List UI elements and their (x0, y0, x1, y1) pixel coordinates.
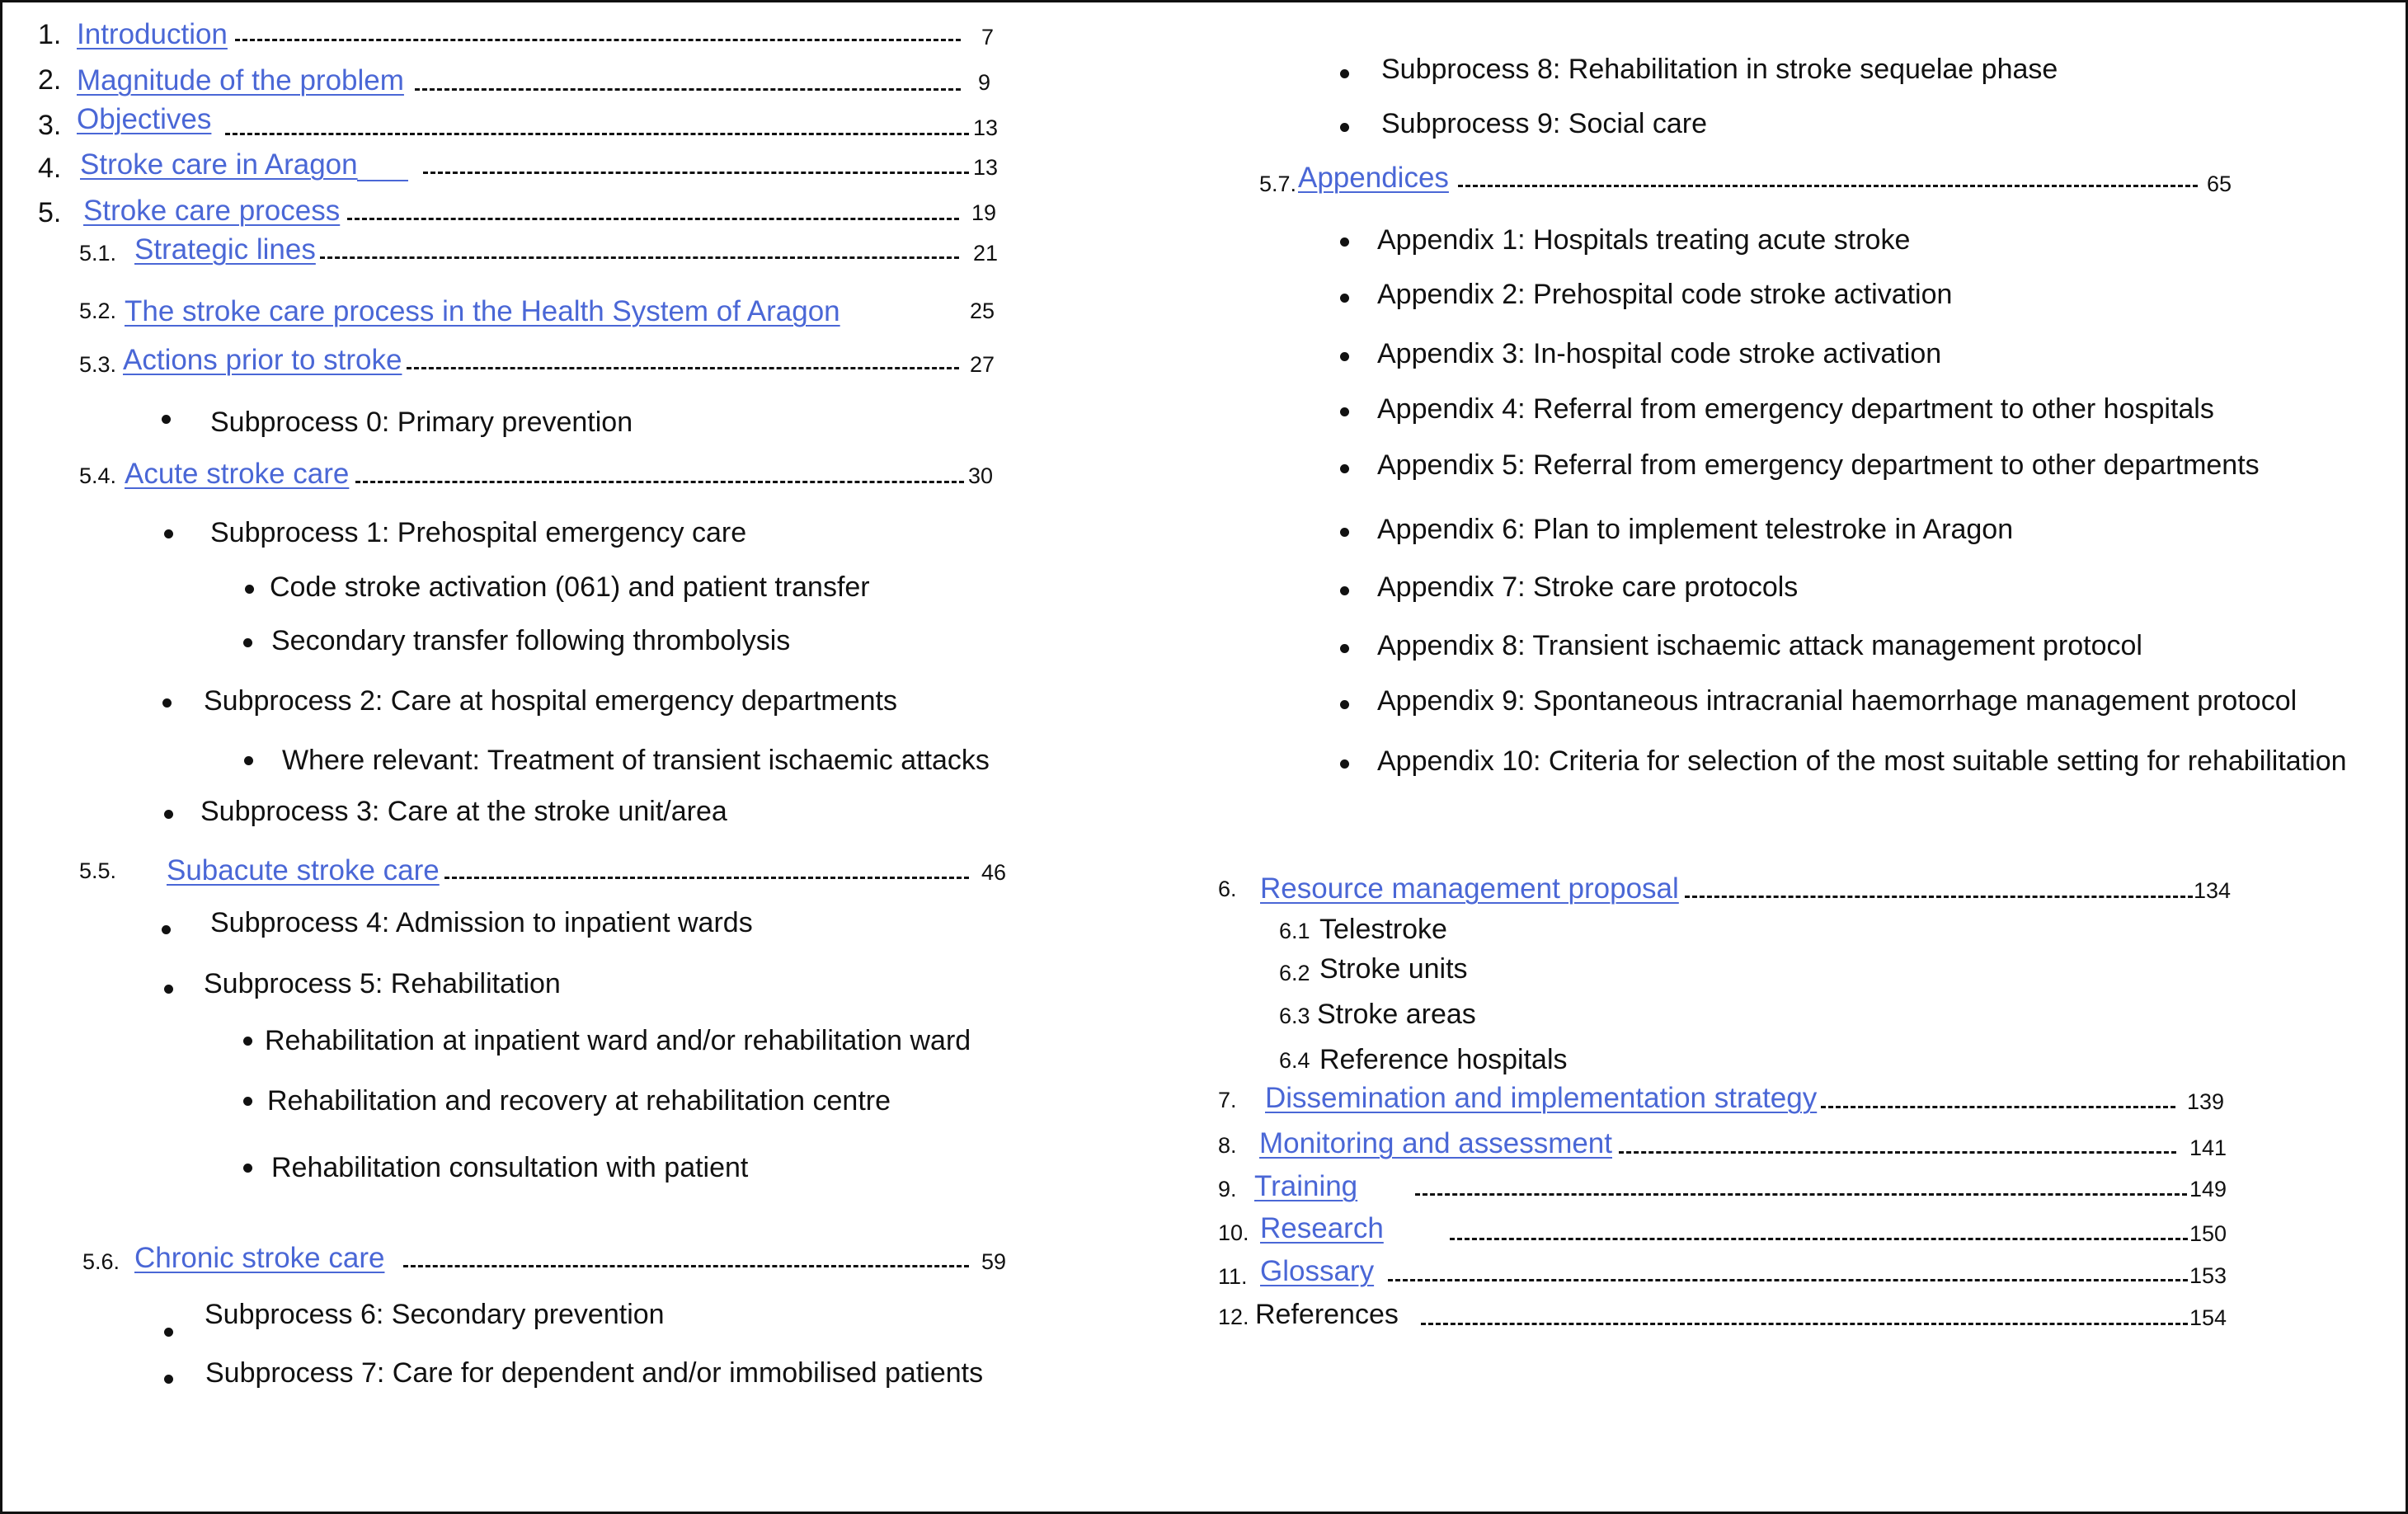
subprocess-subitem: Rehabilitation at inpatient ward and/or rehabilitation ward (265, 1025, 971, 1056)
dot-leader (444, 877, 969, 879)
bullet-icon (1340, 700, 1349, 709)
toc-number: 5.2. (79, 299, 117, 323)
bullet-icon (164, 985, 173, 994)
bullet-icon (243, 1164, 252, 1173)
page-number: 134 (2194, 878, 2232, 903)
toc-number: 5.4. (79, 463, 117, 488)
subprocess-subitem: Rehabilitation consultation with patient (271, 1152, 749, 1183)
toc-number: 3. (38, 110, 62, 141)
toc-link-introduction[interactable]: Introduction (77, 18, 228, 50)
page-number: 21 (973, 241, 999, 266)
appendix-item: Appendix 2: Prehospital code stroke activation (1377, 279, 1953, 310)
resource-item: Telestroke (1319, 914, 1447, 945)
subprocess-subitem: Rehabilitation and recovery at rehabilitation centre (267, 1085, 891, 1117)
toc-number: 6. (1218, 877, 1237, 901)
bullet-icon (1340, 586, 1349, 595)
underline-extension (357, 180, 408, 181)
subprocess-item: Subprocess 3: Care at the stroke unit/area (200, 796, 727, 827)
toc-link-research[interactable]: Research (1260, 1212, 1384, 1244)
subprocess-subitem: Where relevant: Treatment of transient ischaemic attacks (282, 745, 990, 776)
subprocess-item: Subprocess 0: Primary prevention (210, 407, 633, 438)
page-number: 19 (971, 200, 997, 225)
toc-number: 6.4 (1279, 1048, 1310, 1073)
bullet-icon (162, 415, 171, 424)
toc-number: 5.7. (1259, 172, 1297, 196)
dot-leader (1458, 185, 2198, 187)
bullet-icon (1340, 237, 1349, 247)
toc-number: 5.3. (79, 352, 117, 377)
bullet-icon (1340, 407, 1349, 416)
appendix-item: Appendix 10: Criteria for selection of the most suitable setting for rehabilitation (1377, 745, 2347, 777)
subprocess-item: Subprocess 6: Secondary prevention (205, 1299, 665, 1330)
dot-leader (1388, 1279, 2188, 1281)
toc-link-stroke-care-process[interactable]: Stroke care process (83, 195, 341, 227)
resource-item: Reference hospitals (1319, 1044, 1568, 1075)
toc-link-training[interactable]: Training (1254, 1170, 1358, 1202)
dot-leader (423, 172, 969, 174)
bullet-icon (1340, 294, 1349, 303)
appendix-item: Appendix 7: Stroke care protocols (1377, 571, 1799, 603)
resource-item: Stroke areas (1317, 999, 1476, 1030)
dot-leader (235, 39, 961, 41)
toc-link-objectives[interactable]: Objectives (77, 103, 212, 135)
page-number: 150 (2189, 1221, 2227, 1246)
toc-link-acute-stroke-care[interactable]: Acute stroke care (125, 458, 350, 490)
dot-leader (415, 88, 961, 91)
toc-number: 6.1 (1279, 919, 1310, 943)
bullet-icon (243, 1037, 252, 1046)
bullet-icon (1340, 644, 1349, 653)
toc-link-magnitude[interactable]: Magnitude of the problem (77, 64, 404, 96)
appendix-item: Appendix 9: Spontaneous intracranial haemorrhage management protocol (1377, 685, 2297, 717)
subprocess-item: Subprocess 4: Admission to inpatient wards (210, 907, 753, 938)
toc-link-resource-management[interactable]: Resource management proposal (1260, 872, 1679, 905)
dot-leader (1685, 896, 2193, 898)
page-number: 13 (973, 155, 999, 180)
appendix-item: Appendix 3: In-hospital code stroke activation (1377, 338, 1942, 369)
toc-number: 11. (1218, 1264, 1248, 1289)
subprocess-subitem: Code stroke activation (061) and patient transfer (270, 571, 870, 603)
toc-number: 5. (38, 197, 62, 228)
dot-leader (225, 133, 969, 135)
toc-link-subacute-stroke-care[interactable]: Subacute stroke care (167, 854, 440, 886)
toc-number: 2. (38, 64, 62, 96)
page-number: 30 (968, 463, 994, 488)
appendix-item: Appendix 1: Hospitals treating acute stroke (1377, 224, 1911, 256)
dot-leader (320, 256, 959, 259)
dot-leader (355, 481, 964, 483)
page-number: 25 (970, 299, 995, 323)
bullet-icon (164, 1375, 173, 1384)
toc-link-actions-prior[interactable]: Actions prior to stroke (123, 344, 402, 376)
toc-number: 5.6. (82, 1249, 120, 1274)
toc-link-strategic-lines[interactable]: Strategic lines (134, 233, 316, 266)
subprocess-subitem: Secondary transfer following thrombolysis (271, 625, 791, 656)
subprocess-item: Subprocess 7: Care for dependent and/or immobilised patients (205, 1357, 984, 1389)
toc-item-references: References (1255, 1299, 1399, 1330)
subprocess-item: Subprocess 5: Rehabilitation (204, 968, 561, 999)
page-number: 153 (2189, 1263, 2227, 1288)
page-number: 149 (2189, 1177, 2227, 1201)
page-number: 13 (973, 115, 999, 140)
bullet-icon (1340, 123, 1349, 132)
toc-number: 6.3 (1279, 1004, 1310, 1028)
bullet-icon (243, 1097, 252, 1106)
dot-leader (1415, 1193, 2187, 1196)
page-number: 7 (981, 25, 995, 49)
dot-leader (1619, 1151, 2176, 1154)
bullet-icon (1340, 528, 1349, 537)
toc-number: 1. (38, 19, 62, 50)
page-number: 59 (981, 1249, 1007, 1274)
page-number: 27 (970, 352, 995, 377)
bullet-icon (164, 529, 173, 538)
page-number: 141 (2189, 1136, 2227, 1160)
bullet-icon (164, 1328, 173, 1337)
toc-link-monitoring[interactable]: Monitoring and assessment (1259, 1127, 1612, 1159)
page-number: 154 (2189, 1305, 2227, 1330)
toc-link-glossary[interactable]: Glossary (1260, 1255, 1375, 1287)
toc-number: 9. (1218, 1177, 1237, 1201)
bullet-icon (1340, 464, 1349, 473)
toc-link-appendices[interactable]: Appendices (1298, 162, 1449, 194)
bullet-icon (1340, 759, 1349, 769)
appendix-item: Appendix 4: Referral from emergency department to other hospitals (1377, 393, 2214, 425)
dot-leader (1821, 1106, 2175, 1108)
toc-number: 8. (1218, 1133, 1237, 1158)
appendix-item: Appendix 5: Referral from emergency department to other departments (1377, 449, 2260, 481)
toc-link-dissemination[interactable]: Dissemination and implementation strategy (1265, 1082, 1818, 1114)
dot-leader (407, 367, 959, 369)
bullet-icon (164, 810, 173, 819)
dot-leader (347, 218, 959, 220)
subprocess-item: Subprocess 9: Social care (1381, 108, 1707, 139)
toc-link-chronic-stroke-care[interactable]: Chronic stroke care (134, 1242, 385, 1274)
resource-item: Stroke units (1319, 953, 1468, 985)
toc-number: 5.5. (79, 858, 117, 883)
subprocess-item: Subprocess 1: Prehospital emergency care (210, 517, 747, 548)
toc-number: 4. (38, 153, 62, 184)
bullet-icon (1340, 69, 1349, 78)
toc-number: 6.2 (1279, 961, 1310, 985)
bullet-icon (162, 925, 171, 934)
appendix-item: Appendix 6: Plan to implement telestroke in Aragon (1377, 514, 2014, 545)
bullet-icon (162, 698, 172, 708)
page-number: 9 (978, 70, 991, 95)
dot-leader (1421, 1323, 2188, 1325)
bullet-icon (1340, 352, 1349, 361)
bullet-icon (245, 585, 254, 594)
toc-number: 12. (1218, 1305, 1249, 1329)
page-number: 65 (2207, 172, 2232, 196)
toc-number: 7. (1218, 1088, 1237, 1112)
page-number: 139 (2187, 1089, 2225, 1114)
dot-leader (1450, 1238, 2188, 1240)
toc-link-stroke-care-process-health-system[interactable]: The stroke care process in the Health System of Aragon (125, 295, 840, 327)
toc-link-stroke-care-aragon[interactable]: Stroke care in Aragon (80, 148, 358, 181)
bullet-icon (244, 756, 253, 765)
toc-number: 10. (1218, 1220, 1249, 1245)
subprocess-item: Subprocess 2: Care at hospital emergency departments (204, 685, 898, 717)
appendix-item: Appendix 8: Transient ischaemic attack management protocol (1377, 630, 2142, 661)
dot-leader (403, 1265, 969, 1267)
bullet-icon (243, 638, 252, 647)
subprocess-item: Subprocess 8: Rehabilitation in stroke sequelae phase (1381, 54, 2058, 85)
page-number: 46 (981, 860, 1007, 885)
toc-number: 5.1. (79, 241, 117, 266)
